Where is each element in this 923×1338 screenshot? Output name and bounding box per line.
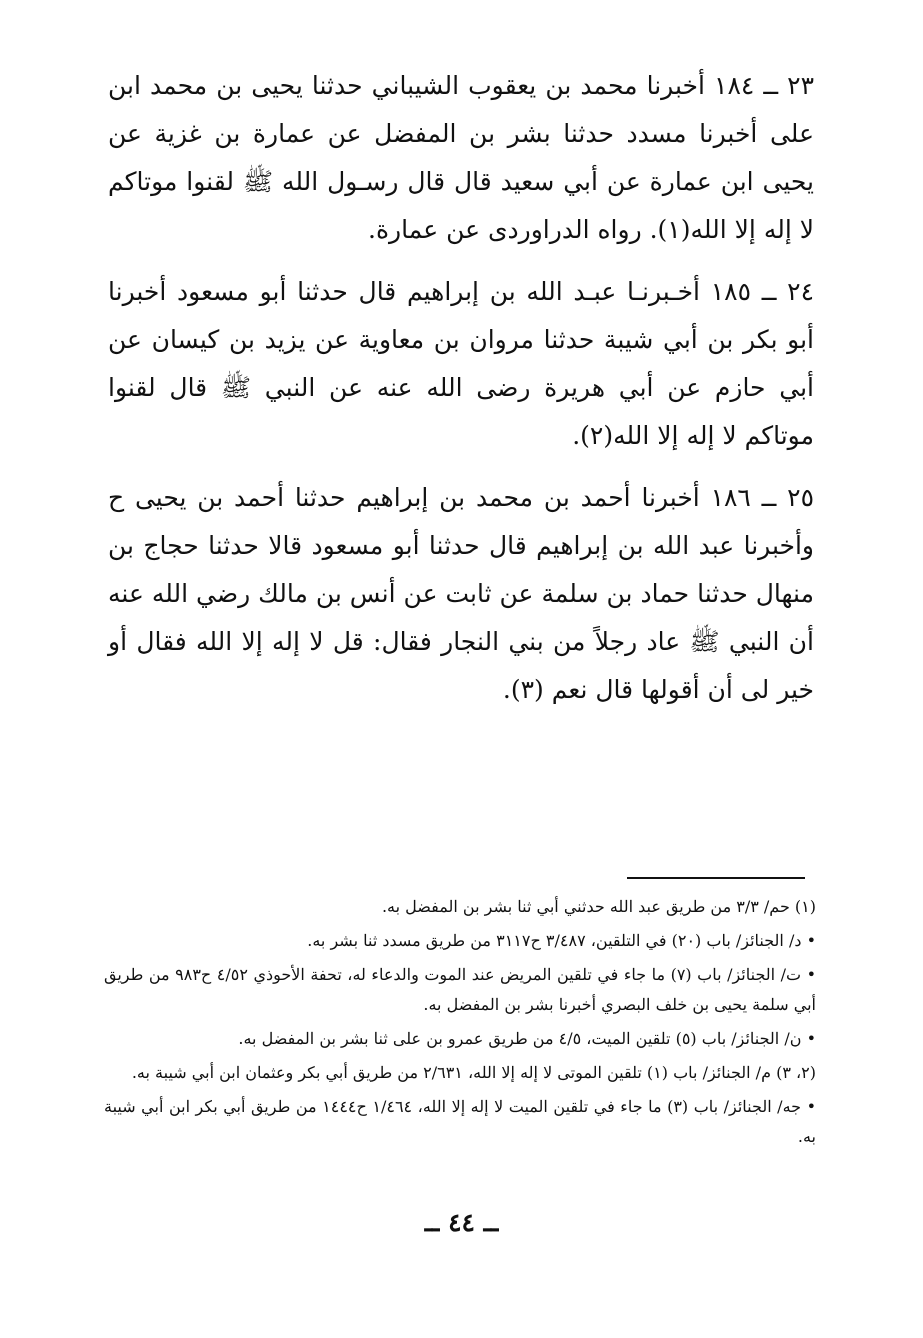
hadith-paragraph-186: ٢٥ ــ ١٨٦ أخبرنا أحمد بن محمد بن إبراهيم حدثنا أحمد بن يحيى ح وأخبرنا عبد الله بن إبراهيم قال حدثنا أبو مسعود قالا حدثنا حجاج بن منهال حدثنا حماد بن سلمة عن ثابت عن أنس بن مالك رضي الله عنه أن النبي ﷺ عاد رجلاً من بني النجار فقال: قل لا إله إلا الله فقال أو خير لى أن أقولها قال نعم (٣). xyxy=(108,483,814,704)
footnote-1-abu-dawud: • د/ الجنائز/ باب (٢٠) في التلقين، ٣/٤٨٧ ح٣١١٧ من طريق مسدد ثنا بشر به. xyxy=(307,931,816,950)
footnote-1-tirmidhi: • ت/ الجنائز/ باب (٧) ما جاء في تلقين المريض عند الموت والدعاء له، تحفة الأحوذي ٤/٥٢ ح٩٨٣ من طريق أبي سلمة يحيى بن خلف البصري أخبرنا بشر بن المفضل به. xyxy=(104,965,817,1014)
main-text-block xyxy=(108,62,814,728)
footnote-2-3-muslim: (٢، ٣) م/ الجنائز/ باب (١) تلقين الموتى لا إله إلا الله، ٢/٦٣١ من طريق أبي بكر وعثمان ابن أبي شيبة به. xyxy=(131,1063,816,1082)
footnote-1: (١) حم/ ٣/٣ من طريق عبد الله حدثني أبي ثنا بشر بن المفضل به. xyxy=(381,897,816,916)
hadith-paragraph-185: ٢٤ ــ ١٨٥ أخـبرنـا عبـد الله بن إبراهيم قال حدثنا أبو مسعود أخبرنا أبو بكر بن أبي شيبة حدثنا مروان بن معاوية عن يزيد بن كيسان عن أبي حازم عن أبي هريرة رضى الله عنه عن النبي ﷺ قال لقنوا موتاكم لا إله إلا الله(٢). xyxy=(108,277,814,450)
page-number: ــ ٤٤ ــ xyxy=(424,1208,499,1237)
footnotes-block xyxy=(104,892,816,1156)
footnote-1-nasai: • ن/ الجنائز/ باب (٥) تلقين الميت، ٤/٥ من طريق عمرو بن على ثنا بشر بن المفضل به. xyxy=(238,1029,816,1048)
footnote-2-3-ibn-majah: • جه/ الجنائز/ باب (٣) ما جاء في تلقين الميت لا إله إلا الله، ١/٤٦٤ ح١٤٤٤ من طريق أبي بكر ابن أبي شيبة به. xyxy=(104,1097,816,1146)
footnote-divider xyxy=(627,877,805,879)
hadith-paragraph-184: ٢٣ ــ ١٨٤ أخبرنا محمد بن يعقوب الشيباني حدثنا يحيى بن محمد ابن على أخبرنا مسدد حدثنا بشر بن المفضل عن عمارة بن غزية عن يحيى ابن عمارة عن أبي سعيد قال قال رسـول الله ﷺ لقنوا موتاكم لا إله إلا الله(١). رواه الدراوردى عن عمارة. xyxy=(108,71,815,244)
